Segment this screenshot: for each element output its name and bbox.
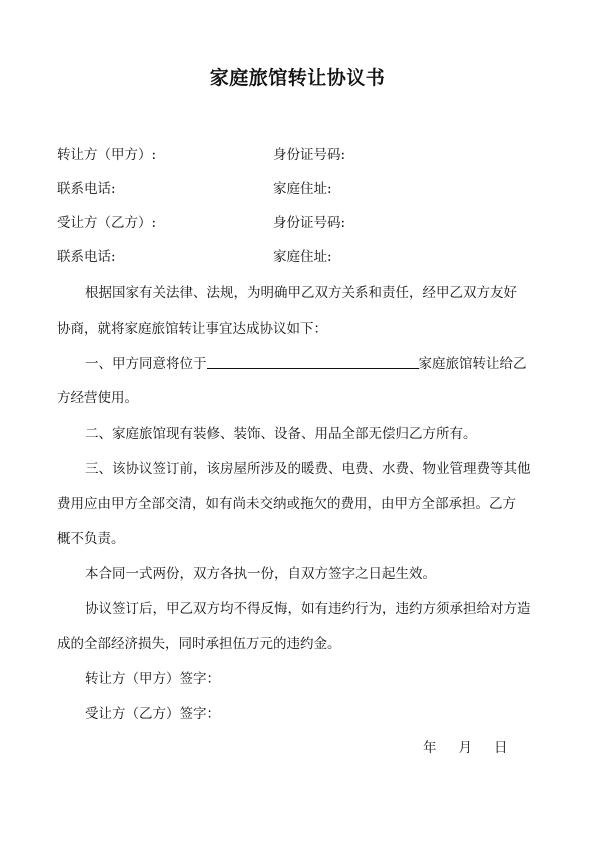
preamble-line-1: 根据国家有关法律、法规，为明确甲乙双方关系和责任，经甲乙双方友好 xyxy=(85,285,517,301)
date-year: 年 xyxy=(423,740,437,756)
clause-2: 二、家庭旅馆现有装修、装饰、设备、用品全部无偿归乙方所有。 xyxy=(85,426,477,442)
clause-1-suffix: 家庭旅馆转让给乙 xyxy=(418,356,527,372)
transferor-signature-label: 转让方（甲方）签字： xyxy=(85,671,220,687)
transferor-address-label: 家庭住址: xyxy=(273,181,332,197)
breach-line-1: 协议签订后，甲乙双方均不得反悔，如有违约行为，违约方须承担给对方造 xyxy=(85,601,531,617)
clause-3-line-2: 费用应由甲方全部交清，如有尚未交纳或拖欠的费用，由甲方全部承担。乙方 xyxy=(57,496,516,512)
transferee-id-label: 身份证号码: xyxy=(273,215,346,231)
transferor-phone-label: 联系电话: xyxy=(57,181,116,197)
breach-line-2: 成的全部经济损失，同时承担伍万元的违约金。 xyxy=(57,636,341,652)
transferee-label: 受让方（乙方）: xyxy=(57,215,157,231)
transferor-id-label: 身份证号码: xyxy=(273,147,346,163)
transferee-phone-label: 联系电话: xyxy=(57,249,116,265)
transferee-signature-label: 受让方（乙方）签字： xyxy=(85,706,220,722)
date-line xyxy=(423,736,530,756)
date-day: 日 xyxy=(494,740,508,756)
location-blank-field xyxy=(207,355,419,369)
transferee-address-label: 家庭住址: xyxy=(273,249,332,265)
clause-1-line-2: 方经营使用。 xyxy=(57,390,138,406)
clause-1-prefix: 一、甲方同意将位于 xyxy=(85,356,207,372)
clause-1-line-1 xyxy=(85,352,527,372)
preamble-line-2: 协商，就将家庭旅馆转让事宜达成协议如下： xyxy=(57,321,327,337)
transferor-label: 转让方（甲方）: xyxy=(57,147,157,163)
document-title: 家庭旅馆转让协议书 xyxy=(209,67,386,89)
validity-clause: 本合同一式两份，双方各执一份，自双方签字之日起生效。 xyxy=(85,566,436,582)
clause-3-line-1: 三、该协议签订前，该房屋所涉及的暖费、电费、水费、物业管理费等其他 xyxy=(85,461,531,477)
clause-3-line-3: 概不负责。 xyxy=(57,531,125,547)
date-month: 月 xyxy=(458,740,472,756)
